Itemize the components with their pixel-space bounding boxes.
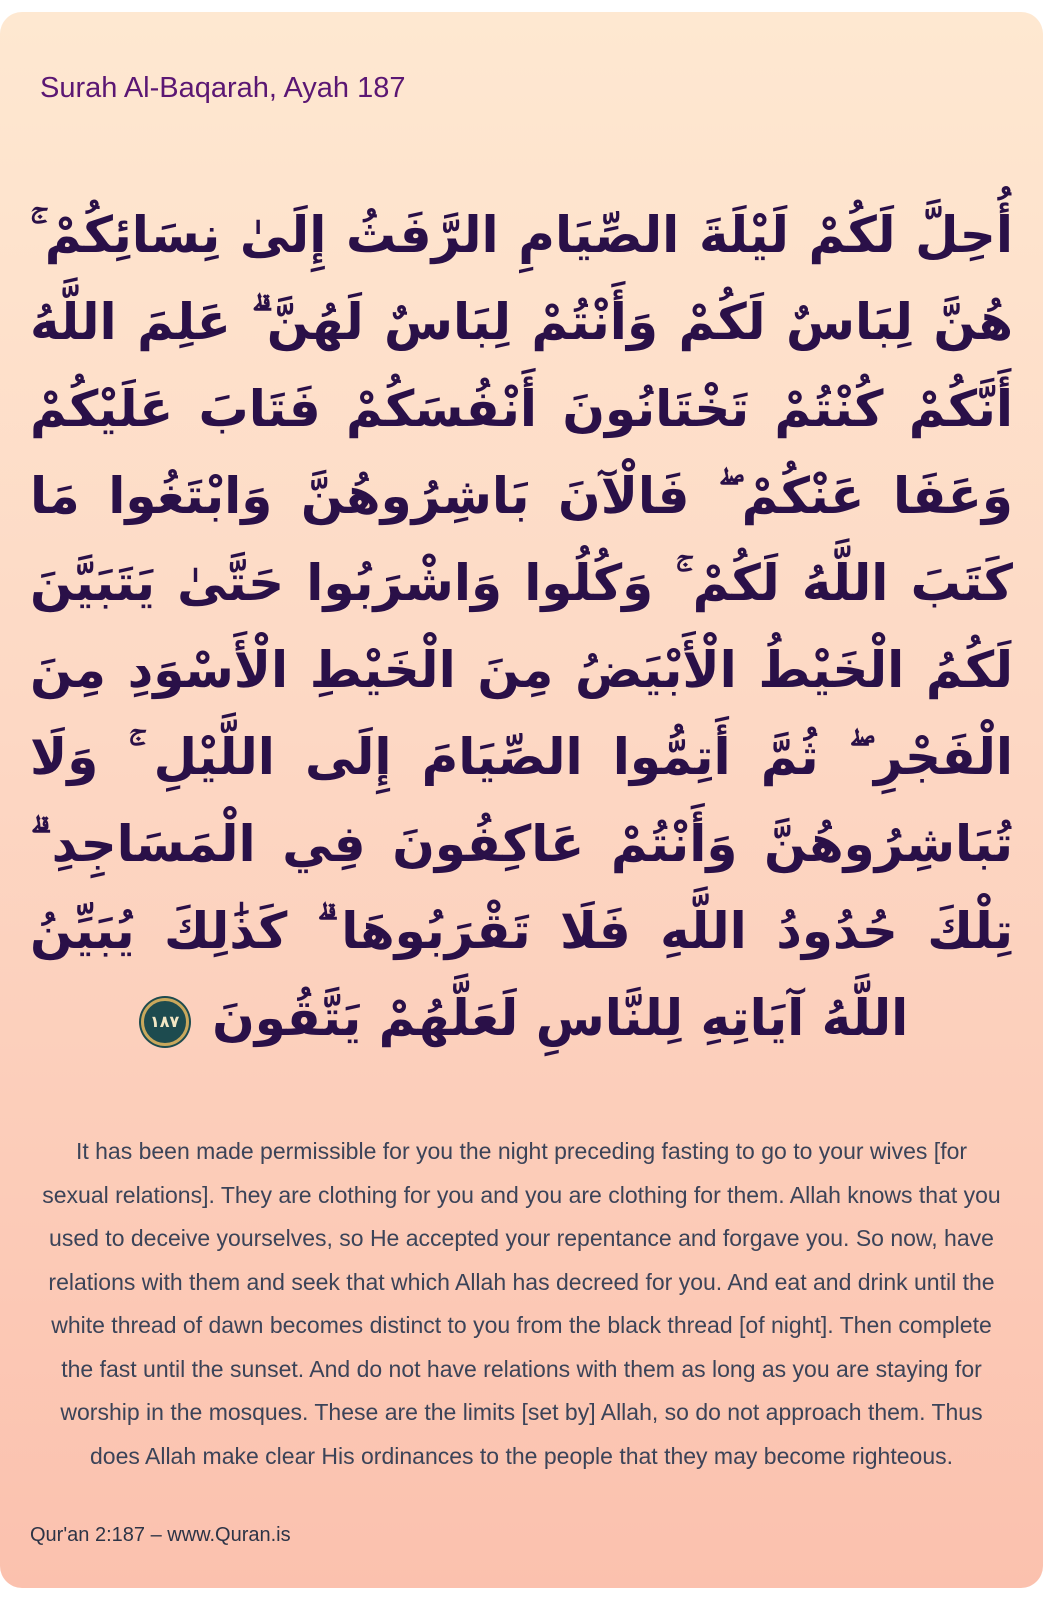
arabic-verse: [30, 192, 1013, 1062]
source-footer: Qur'an 2:187 – www.Quran.is: [30, 1524, 291, 1546]
verse-translation: It has been made permissible for you the night preceding fasting to go to your wives [for sexual relations]. They are clothing for you and you are clothing for them. Allah knows that you used to deceive yourselves, so He accepted your repentance and forgave you. So now, have relations with them and seek that which Allah has decreed for you. And eat and drink until the white thread of dawn becomes distinct to you from the black thread [of night]. Then complete the fast until the sunset. And do not have relations with them as long as you are staying for worship in the mosques. These are the limits [set by] Allah, so do not approach them. Thus does Allah make clear His ordinances to the people that they may become righteous.: [42, 1138, 1001, 1469]
arabic-verse-text: أُحِلَّ لَكُمْ لَيْلَةَ الصِّيَامِ الرَّفَثُ إِلَىٰ نِسَائِكُمْ ۚ هُنَّ لِبَاسٌ لَكُمْ وَأَنْتُمْ لِبَاسٌ لَهُنَّ ۗ عَلِمَ اللَّهُ أَنَّكُمْ كُنْتُمْ تَخْتَانُونَ أَنْفُسَكُمْ فَتَابَ عَلَيْكُمْ وَعَفَا عَنْكُمْ ۖ فَالْآنَ بَاشِرُوهُنَّ وَابْتَغُوا مَا كَتَبَ اللَّهُ لَكُمْ ۚ وَكُلُوا وَاشْرَبُوا حَتَّىٰ يَتَبَيَّنَ لَكُمُ الْخَيْطُ الْأَبْيَضُ مِنَ الْخَيْطِ الْأَسْوَدِ مِنَ الْفَجْرِ ۖ ثُمَّ أَتِمُّوا الصِّيَامَ إِلَى اللَّيْلِ ۚ وَلَا تُبَاشِرُوهُنَّ وَأَنْتُمْ عَاكِفُونَ فِي الْمَسَاجِدِ ۗ تِلْكَ حُدُودُ اللَّهِ فَلَا تَقْرَبُوهَا ۗ كَذَٰلِكَ يُبَيِّنُ اللَّهُ آيَاتِهِ لِلنَّاسِ لَعَلَّهُمْ يَتَّقُونَ: [30, 206, 1013, 1047]
ayah-number-marker: ١٨٧: [141, 998, 189, 1046]
verse-card: [0, 12, 1043, 1588]
page-title: Surah Al-Baqarah, Ayah 187: [40, 72, 406, 104]
